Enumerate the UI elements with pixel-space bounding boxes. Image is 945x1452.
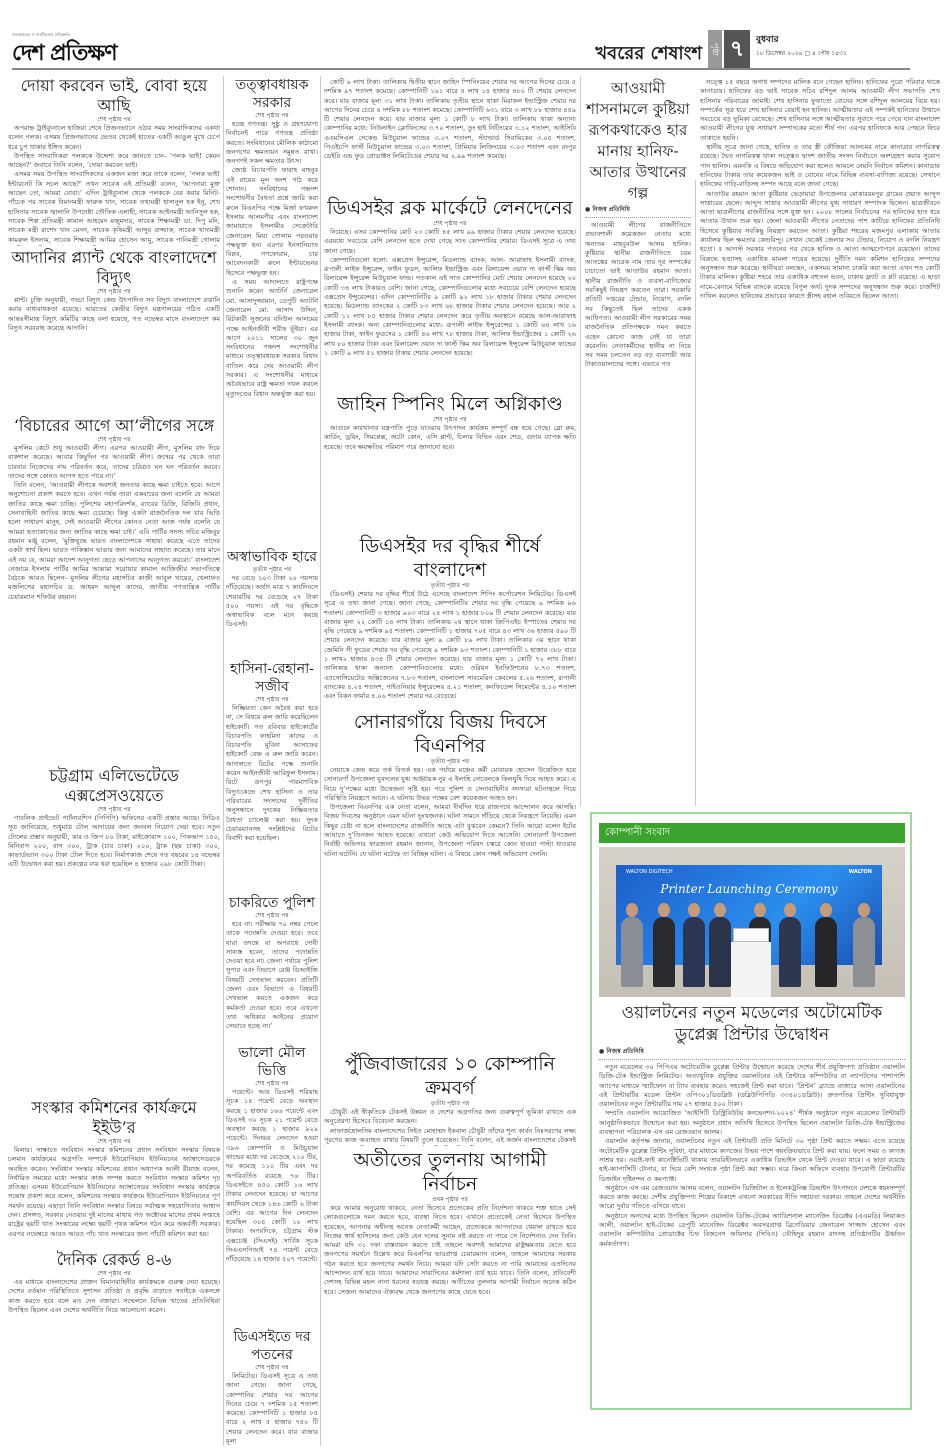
article-headline[interactable]: ভালো মৌল ভিত্তি [238, 1045, 306, 1079]
podium [731, 942, 771, 997]
continuation-note: শেষ পৃষ্ঠার পর [433, 416, 467, 423]
page-number: ৭ [724, 30, 750, 68]
article-body [324, 78, 576, 162]
paragraph: এসময় সময় উপস্থিত সাংবাদিকদের একজন মজা করে তাকে বলেন, ‘পলক ভাই! ইন্টারনেট কি সচল আছে?’ তখন সাবেক এই প্রতিমন্ত্রী বলেন, ‘আপনারা মুক্ত আছেন তো, আমরা বোবা।’ এদিন ট্রাইব্যুনাল থেকে পলককে বের করার মিনিট-পাঁচেক পর সাবেক বিমানমন্ত্রী ফারুক খান, সাবেক তথ্যমন্ত্রী হাসানুল হক ইনু, শেখ হাসিনার সাবেক জ্বালানি উপদেষ্টা তৌফিক এলাহী, সাবেক আইনমন্ত্রী আনিসুল হক, সাবেক শিল্প প্রতিমন্ত্রী কামাল আহমেদ মজুমদার, সাবেক শিক্ষামন্ত্রী ডা. দিপু মনি, সাবেক মন্ত্রী রাশেদ খান মেনন, সাবেক কৃষিমন্ত্রী আব্দুর রাজ্জাক, সাবেক খাদ্যমন্ত্রী কামরুল ইসলাম, সাবেক শিক্ষামন্ত্রী আমির হোসেন আমু, সাবেক পানিমন্ত্রী গোলাম [8, 170, 220, 244]
person-figure [683, 917, 705, 987]
article-headline[interactable]: জাহিন স্পিনিং মিলে অগ্নিকাণ্ড [337, 393, 563, 415]
article-body [226, 120, 318, 399]
continuation-note: তৃতীয় পৃষ্ঠার পর [252, 566, 292, 573]
column-divider [320, 76, 321, 1446]
continuation-note: শেষ পৃষ্ঠার পর [255, 112, 289, 119]
article-body [324, 1204, 576, 1297]
paragraph: এ সময় আদালতে রাষ্ট্রপক্ষে শুনানি করেন অ্যাটর্নি জেনারেল মো. আসাদুজ্জামান, ডেপুটি অ্যাটর্নি জেনারেল মো. আসাদ উদ্দিন, রিটকারী সুজনের বদিউল আলমের পক্ষে আইনজীবী শরীফ ভূঁইয়া। এর আগে ২০১১ সালের ৩০ জুন সংবিধানের পঞ্চদশ সংশোধনীর মাধ্যমে তত্ত্বাবধায়ক সরকার বিধান বাতিল করে দেয় আওয়ামী লীগ সরকার। এ সংশোধনীর মাধ্যমে অবৈধভাবে রাষ্ট্র ক্ষমতা দখল করলে মৃত্যুদণ্ডের বিধান অন্তর্ভুক্ত করা হয়। [226, 278, 318, 398]
column-divider [695, 180, 696, 806]
paragraph: অনুষ্ঠানে এস এম রেজওয়ান আলম বলেন, ওয়ালটন ডিজিটাল ও ইলেকট্রনিক্স ডিভাইস উৎপাদনে দেশকে স্বয়ংসম্পূর্ণ করতে কাজ করছে। দেশীয় প্রযুক্তিপণ্য শিল্পের বিকাশে এখনো সরকারের নীতি সহায়তা দরকার। তাহলে দেশের অর্থনীতি আরো দুর্বার গতিতে এগিয়ে যাবে। [599, 1183, 905, 1211]
continuation-note: শেষ পৃষ্ঠার পর [255, 696, 289, 703]
article-headline[interactable]: আদানির প্ল্যান্ট থেকে বাংলাদেশে বিদ্যুৎ [11, 248, 217, 287]
col2-article [226, 1328, 318, 1448]
article-headline[interactable]: পুঁজিবাজারের ১০ কোম্পানি ক্রমবর্গ [344, 1053, 556, 1099]
article-body [324, 766, 576, 859]
col1-article [8, 416, 220, 764]
paragraph: সত্ত্বে ১৫ বছরে অগাধ সম্পদের মালিক বনে গেছেন হানিফ। হানিফের পুরো পরিবার থাকে কানাডায়। হানিফের বড় ভাই সাবেক সচিব রশিদুল আলম আওয়ামী লীগ সভাপতি শেখ হাসিনার পরিবারের জামাই। শেখ হাসিনার ফুফাতো বোনের সঙ্গে রশিদুল আলমের বিয়ে হয়। সম্পর্কের সূত্র ধরে শেখ হাসিনার বেয়াই হন হানিফ। আত্মীয়তার এই সম্পর্কই হানিফের উত্থানে সবচেয়ে বড় ভূমিকা রেখেছে। শেখ হাসিনার সঙ্গে আত্মীয়তার সুবাদে পরে পেয়ে যান বাংলাদেশ আওয়ামী লীগের যুগ্ম সাধারণ সম্পাদকের মতো শীর্ষ পদ। এরপর হানিফকে আর পেছনে ফিরে তাকাতে হয়নি। [700, 78, 940, 142]
paragraph: অনুষ্ঠানে অন্যদের মধ্যে উপস্থিত ছিলেন ওয়ালটন ডিজি-টেকের অ্যাডিশনাল ম্যানেজিং ডিরেক্টর (এএমডি) লিয়াকত আলী, ওয়ালটন হাই-টেকের ডেপুটি ম্যানেজিং ডিরেক্টর অবসরপ্রাপ্ত ব্রিগেডিয়ার জেনারেল সাজ্জাদ হোসেন এবং ওয়ালটন কম্পিউটার প্রোডাক্টের চিফ বিজনেস অফিসার (সিবিও) তৌহিদুর রহমান রাদসহ প্রতিষ্ঠানটির ঊর্ধ্বতন কর্মকর্তাগণ। [599, 1211, 905, 1248]
article-headline[interactable]: ডিএসইর ব্লক মার্কেটে লেনদেনের [327, 197, 573, 219]
article-body [8, 1146, 220, 1239]
article-body [324, 1108, 576, 1146]
article-body [226, 704, 318, 843]
continuation-note: শেষ পৃষ্ঠার পর [97, 806, 131, 813]
article-body [8, 444, 220, 602]
paragraph: দর বেড়ে ১০৩ টাকা ২০ পয়সায় দাঁড়িয়েছে। অর্থাৎ মাত্র ৭ কার্যদিবসে শেয়ারটির দর বেড়েছে ২৭ টাকা ৫০০ পয়সা। এই দর বৃদ্ধিকে অস্বাভাবিক বলে মনে করছে ডিএসই। [226, 574, 318, 629]
issue-day: বুধবার [756, 35, 779, 45]
article-body [226, 920, 318, 1032]
continuation-note: শেষ পৃষ্ঠার পর [97, 436, 131, 443]
paragraph: আওয়ামী লীগের রাজনীতিতে প্রভাবশালী কয়েকজন নেতার মধ্যে অন্যতম মাহবুবউল আলম হানিফ। কুষ্টিয়ার স্থানীয় রাজনীতিতে চরম আতঙ্কের আরেক নাম তার দূর সম্পর্কের চাচাতো ভাই আতাউর রহমান আতা। স্থানীয় রাজনীতি ও ব্যবসা-বাণিজ্যের সবকিছুই নিয়ন্ত্রণ করতেন তারা। সরকারি প্রতিটি দপ্তরের টেন্ডার, নিয়োগ, বদলি সব কিছুতেই ছিল তাদের একক আধিপত্য। আওয়ামী লীগ সরকারের সময় রাজনৈতিক প্রতিপক্ষকে দমন করতে এহেন কোনো কাজ নেই যা তারা করেননি। নেতাকর্মীদের স্থানীয় না নিয়ে সব সময় চলতেন বড় বড় ব্যবসায়ী আর টাকাওয়ালাদের সঙ্গে। এভাবে গত [585, 221, 691, 369]
article-body [8, 814, 220, 870]
col3-article [324, 534, 576, 708]
person-figure [779, 917, 801, 987]
feature-body-wide [700, 78, 940, 804]
continuation-note: শেষ পৃষ্ঠার পর [433, 220, 467, 227]
paragraph: লাফার্জহোলসিম বাংলাদেশের সিইও মোহাম্মদ ইকবাল চৌধুরী তাঁদের শূন্য কার্বন নিঃসরণের লক্ষ্য পূরণের কাজ অব্যাহত রাখার বিষয়টি তুলে ধরেছেন। তিনি বলেন, এই অর্জন বাংলাদেশের টেকসই [324, 1126, 576, 1144]
continuation-note: শেষ পৃষ্ঠার পর [255, 912, 289, 919]
paragraph: সম্প্রতি ওয়ালটন আয়োজিত ‘আইসিটি ডিস্ট্রিবিউটর কনভেনশন-২০২৪’ শীর্ষক অনুষ্ঠানে নতুন মডেলের প্রিন্টারটি আনুষ্ঠানিকভাবে উন্মোচন করা হয়। অনুষ্ঠানে প্রধান অতিথি হিসেবে উপস্থিত ছিলেন ওয়ালটন ডিজি-টেক ইন্ডাস্ট্রিজের ব্যবস্থাপনা পরিচালক এস এম রেজওয়ান আলম। [599, 1109, 905, 1137]
col1-article [8, 248, 220, 414]
walton-logo: WALTON [848, 869, 872, 875]
paragraph: অপরাহ্ন ট্রাইব্যুনালে হাজিরা শেষে প্রিজনভ্যানে ওঠার সময় সাংবাদিকদের একথা বলেন পলক। এসময় প্রিজনভ্যানের ভেতর থেকেই হাতের একটি আঙুল মুখে চেপে ধরে চুপ থাকার ইঙ্গিত করেন। [8, 124, 220, 151]
feature-headline[interactable]: আওয়ামী শাসনামলে কুষ্টিয়া রূপকথাকেও হার মানায় হানিফ-আতার উত্থানের গল্প [586, 79, 690, 202]
paragraph: জ্যেষ্ঠ বিচারপতি ফারাহ মাহবুব এই রায়ের মূল অংশ পাঠ করে শোনান। সংবিধানের পঞ্চদশ সংশোধনীর বৈধতা প্রশ্নে জারি করা রুলে বিএনপির পক্ষে মির্জা ফখরুল ইসলাম আলমগীর এবং বাংলাদেশ জামায়াতে ইসলামীর সেক্রেটারি জেনারেল মিয়া গোলাম পরওয়ার পক্ষভুক্ত হন। এরপর ইনসানিয়াত বিপ্লব, গণফোরাম, চার আবেদনকারী রুলে ইন্টারভেনর হিসেবে পক্ষভুক্ত হন। [226, 166, 318, 277]
col3-article [324, 196, 576, 390]
page-label: পৃষ্ঠা [708, 30, 722, 68]
continuation-note: শেষ পৃষ্ঠার পর [255, 1080, 289, 1087]
feature-narrow-column [585, 78, 691, 804]
col2-article [226, 548, 318, 658]
col3-article [324, 1148, 576, 1446]
paragraph: আগুনে কারখানার যন্ত্রপাতি পুড়ে যাওয়ায় উৎপাদন কার্যক্রম সম্পূর্ণ বন্ধ হয়ে গেছে। ব্লো রুম, কার্ডিং, ড্রয়িং, সিমপ্লেক্স, অটো কোন, এসি প্লান্ট, চিলার বিল্ডিং এবং শেড, গুদাম ব্যাপক ক্ষতি হয়েছে। তবে ক্ষয়ক্ষতির পরিমাণ পরে জানানো হবে। [324, 424, 576, 451]
article-headline[interactable]: দৈনিক রেকর্ড ৪-৬ [56, 1250, 172, 1269]
paragraph: স্থানীয় সূত্রে জানা গেছে, হানিফ ও তার স্ত্রী ফৌজিয়া আলমের নামে কানাডার নাগরিকত্ব রয়েছে। দ্বৈত নাগরিকত্ব থাকা সত্ত্বেও দ্বাদশ জাতীয় সংসদ নির্বাচনে অংশগ্রহণ করার সুযোগ পান হানিফ। এমনকি এ বিষয়ে অভিযোগ করা হলেও আমলে নেয়নি নির্বাচন কমিশন। কানাডায় হানিফের টাকায় তার কয়েকজন ভাই ও বোনের নামে বিভিন্ন ব্যবসা-বাণিজ্য রয়েছে। সেখানে হানিফের গাড়ি-বাড়িসহ সম্পদ আছে বলে জানা গেছে। [700, 143, 940, 189]
article-headline[interactable]: ‘বিচারের আগে আ’লীগের সঙ্গে [13, 416, 215, 435]
column-divider [580, 76, 581, 806]
feature-body-narrow [585, 221, 691, 370]
col1-article [8, 1098, 220, 1248]
continuation-note: তৃতীয় পৃষ্ঠার পর [430, 1100, 470, 1107]
section-title: খবরের শেষাংশ [595, 43, 702, 64]
article-body [8, 124, 220, 246]
paragraph: পাবলিক প্রাইভেট পার্টনারশিপ (পিপিপি) অফিসের একটি প্রস্তাব আছে। সিডিএ সূত্র জানিয়েছে, শুধুমাত্র টোল আদায়ের জন্য জনবল নিয়োগ দেয়া হবে। নতুন টোলের প্রস্তাব অনুযায়ী, কার ও জিপ ৮০ টাকা, মাইক্রোবাস ১০০, পিকআপ ১৫০, মিনিবাস ২০০, বাস ৩০০, ট্রাক (চার চাকা) ২০০, ট্রাক (ছয় চাকা) ৩০০, কাভার্ডভ্যান ৩০০ টাকা টোল দিতে হবে। নির্মাণকাজ শেষে গত বছরের ১৪ নভেম্বর এটি উদ্বোধন করা হয়। প্রকল্পের ব্যয় ধরা হয়েছিল ৪ হাজার ২৯৮ কোটি টাকা। [8, 814, 220, 869]
article-body [226, 574, 318, 630]
newspaper-logo: দেশ প্রতিক্ষণ [12, 40, 117, 66]
paragraph: পয়েন্টে। আর ডিএসই শরিয়াহ সূচক ১৪ পয়েন্ট বেড়ে অবস্থান করছে ১ হাজার ১৬৬ পয়েন্টে এবং ডিএসই ৩০ সূচক ২১ পয়েন্ট বেড়ে অবস্থান করছে ১ হাজার ৯২৯ পয়েন্টে। দিনভর লেনদেন হওয়া ৩৯৬ কোম্পানি ও মিউচুয়াল ফান্ডের মধ্যে দর বেড়েছে ২১০ টির, দর কমেছে ১১০ টির এবং দর অপরিবর্তিত রয়েছে ৭৬ টির। ডিএসইতে ৪৫০ কোটি ১৬ লাখ টাকার লেনদেন হয়েছে। যা আগের কার্যদিবস থেকে ১৪৬ কোটি ৬ টাকা বেশি। এর আগের দিন লেনদেন হয়েছিল ৩০৪ কোটি ১০ লাখ টাকার। অপরদিকে, চট্টগ্রাম স্টক এক্সচেঞ্জ (সিএসই) সার্বিক সূচক সিএএসপিআই ৭৪ পয়েন্ট বেড়ে দাঁড়িয়েছে ১৪ হাজার ৫০৭ পয়েন্টে। [226, 1088, 318, 1264]
person-figure [709, 917, 731, 987]
dotted-rule [585, 217, 691, 218]
col1-article [8, 766, 220, 1096]
continuation-note: শেষ পৃষ্ঠার পর [255, 1364, 289, 1371]
paragraph: কোম্পানিগুলো হলো: এক্সপ্রেস ইন্সুরেন্স, মিডল্যান্ড ব্যাংক, আল- আরাফাহ ইসলামী ব্যাংক, রূপালী লাইফ ইন্সুরেন্স, ফাইন ফুডস, আলিফ ইন্ডাস্ট্রিজ এবং রিলায়েন্স ওয়ান দ্য ফার্স্ট স্কিম অব রিলায়েন্স ইন্সুরেন্স মিউচুয়াল ফান্ড। গতকাল এই সাত কোম্পানির মোট শেয়ার লেনদেন হয়েছে ২০ কোটি ৩৪ লাখ টাকারও বেশি। জানা গেছে, কোম্পানিগুলোর মধ্যে সবচেয়ে বেশি লেনদেন হয়েছে এক্সপ্রেস ইন্সুরেন্সের। এদিন কোম্পানিটির ৯ কোটি ৯২ লাখ ১৮ হাজার টাকার শেয়ার লেনদেন হয়েছে। মিডল্যান্ড ব্যাংকের ২ কোটি ৮৩ লাখ ৬৮ হাজার টাকার শেয়ার লেনদেন হয়েছে। আর ২ কোটি ১১ লাখ ৮৫ হাজার টাকার শেয়ার লেনদেন করে তৃতীয় অবস্থানে রয়েছে আল-আরাফাহ ইসলামী ব্যাংক। অন্য কোম্পানিগুলোর মধ্যে: রূপালী লাইফ ইন্সুরেন্সের ১ কোটি ৬৪ লাখ ১৬ হাজার টাকা, ফাইন ফুডসের ১ কোটি ৪৬ লাখ ৭৮ হাজার টাকা, আলিফ ইন্ডাস্ট্রিজের ১ কোটি ২৬ লাখ ৮০ হাজার টাকা এবং রিলায়েন্স ওয়ান দ্য ফার্স্ট স্কিম অব রিলায়েন্স ইন্সুরেন্স মিউচুয়াল ফান্ডের ১ কোটি ৯ লাখ ৫১ হাজার টাকার শেয়ার লেনদেন হয়েছে। [324, 255, 576, 357]
byline-text: নিজস্ব প্রতিনিধি [606, 1048, 644, 1055]
feature-byline: ● নিজস্ব প্রতিনিধি [585, 206, 630, 213]
printer-icon [733, 928, 769, 942]
article-body [226, 1088, 318, 1265]
article-headline[interactable]: ডিএসইতে দর পতনের [233, 1329, 311, 1363]
col2-article [226, 660, 318, 892]
paragraph: নেয়াকে কেন্দ্র করে তর্ক বিতর্ক হয়। এক পর্যায়ে মঞ্চের কর্মী মোবারক হোসেন উত্তেজিত হয়ে সোনারগাঁ উপজেলা যুবদলের যুগ্ম আহ্বায়ক নুর এ ইলাহি নোবেলকে কিলঘুষি দিয়ে আহত করে। এ নিয়ে দু’পক্ষের মধ্যে উত্তেজনা সৃষ্টি হয়। পরে পুলিশ ও সেনাবাহিনীর সদস্যরা ঘটনাস্থলে গিয়ে পরিস্থিতি নিয়ন্ত্রণে আনে। এ ঘটনায় উভয় পক্ষের বেশ কয়েকজন আহত হন। [324, 766, 576, 802]
person-figure [653, 917, 675, 987]
col3-article [324, 1052, 576, 1146]
paragraph: হবে না। পরীক্ষায় ৭০ নম্বর পেলে তাকে পদোন্নতি দেওয়া হবে। তবে যারা তদন্তে বা অপরাধে দোষী সাব্যস্ত হবেন, তাদের পদোন্নতি দেওয়া হবে না। জেলা পর্যায়ে পুলিশ সুপার এবং বিভাগে রেঞ্জ ডিআইজি বিষয়টি দেখভাল করবেন। প্রতিটি জেলা এবং বিভাগে এ বিষয়টি দেখভাল করতে একজন করে কর্মকর্তা দেওয়া হবে। তবে এখনো তথ্য অধিকার আইনের প্রয়োগ সেভাবে হচ্ছে না।’ [226, 920, 318, 1031]
paragraph: নতুন মডেলের ৩০ পিপিএম অটোমেটিক ডুপ্লেক্স প্রিন্টার উন্মোচন করেছে দেশের শীর্ষ প্রযুক্তিপণ্য প্রতিষ্ঠান ওয়ালটন ডিজি-টেক ইন্ডাস্ট্রিজ লিমিটেড। অত্যাধুনিক প্রযুক্তির ওয়ালটনের এই প্রিন্টারে কম্পিউটার বা ল্যাপটপের পাশাপাশি অ্যাপের মাধ্যমে স্মার্টফোন বা ট্যাব ব্যবহার করেও সহজেই প্রিন্ট করা যাবে। ‘প্রিন্টন’ ব্র্যান্ডে বাজারে আসা ওয়ালটনের এই প্রিন্টারটির মডেল প্রিন্টন ওপি৩০১ডিডব্লিউ (ডব্লিউপিপিডি ৩৩৪০১ডব্লিউ)। দ্রুতগতির প্রিন্টিং সুবিধাযুক্ত ওয়ালটনের নতুন প্রিন্টারটির দাম ২৭ হাজার ৫০০ টাকা। [599, 1063, 905, 1109]
col2-article [226, 894, 318, 1042]
article-headline[interactable]: অতীতের তুলনায় আগামী নির্বাচন [353, 1149, 547, 1195]
paragraph: নিষ্ক্রিয়তা কেন অবৈধ করা হবে না, সে বিষয়ে রুল জারি করেছিলেন হাইকোর্ট। গত রবিবার হাইকোর্টের বিচারপতি ফাহমিদা কাদের ও বিচারপতি মুবিনা আসাফের হাইকোর্ট বেঞ্চ এ রুল জারি করেন। আদালতে রিটের পক্ষে শুনানি করেন আইনজীবী আরিফুল ইসলাম। রিটে রূপপুর পারমাণবিক বিদ্যুৎকেন্দ্রে শেখ হাসিনা ও তার পরিবারের সদস্যদের দুর্নীতির অনুসন্ধানে দুদকের নিষ্ক্রিয়তার বৈধতা চ্যালেঞ্জ করা হয়। দুদক চেয়ারম্যানসহ সংশ্লিষ্টদের রিটের বিবাদী করা হয়েছিল। [226, 704, 318, 843]
paragraph: উপস্থিত সাংবাদিকরা পলককে উদ্দেশ্য করে জানতে চান- ‘পলক ভাই! কেমন আছেন?’ জবাবে তিনি বলেন, ‘দোয়া করবেন ভাই। [8, 151, 220, 170]
paragraph: কোটি ৯ লাখ টাকা। তালিকায় দ্বিতীয় স্থানে জাহিন স্পিনিংয়ের শেয়ার দর আগের দিনের চেয়ে ৫ দশমিক ৯৭ শতাংশ কমেছে। কোম্পানিটি ১৯১ বারে ৪ লাখ ১৪ হাজার ৪৮০ টি শেয়ার লেনদেন করে। যার বাজার মূল্য ৩১ লাখ টাকা। তালিকায় তৃতীয় স্থানে থাকা মিরাকল ইন্ডাস্ট্রিজ শেয়ার দর আগের দিনের চেয়ে ৪ দশমিক ৮৮ শতাংশ কমেছে। কোম্পানিটি ৬৩১ বারে ৩ লাখ ৮৮ হাজার ৪৫৯ টি শেয়ার লেনদেন করে। যার বাজার মূল্য ১ কোটি ৮ লাখ টাকা। তালিকায় থাকা অন্যান্য কোম্পানির মধ্যে: নিউলাইন ক্লোথিংসের ৩.৭০ শতাংশ, তুং হাই নিটিংয়ের ৩.১২ শতাংশ, আইসিবি এএমসিএল সেকেন্ড মিউচুয়াল ফান্ডের ৩.০৭ শতাংশ, স্ট্যান্ডার্ড সিরামিকের ৩.০৫ শতাংশ, পিএইচপি ফার্স্ট মিউচুয়াল ফান্ডের ৩.০৩ শতাংশ, প্রিমিয়ার লিজিংয়ের ৩.০৩ শতাংশ এবং রংপুর ডেইরি এন্ড ফুড প্রোডাক্টস লিমিটেডের শেয়ার দর ২.৯৯ শতাংশ কমেছে। [324, 78, 576, 161]
paragraph: করে আমার অনুরোধ থাকবে, নেতা হিসেবে প্রত্যেকের প্রতি নির্দেশনা থাকবে শক্ত হাতে সেই লোকগুলোকে দমন করতে হবে, ব্যবস্থা নিতে হবে। এখানে প্রত্যেকেই নেতা হিসেবে উপস্থিত হয়েছেন, আপনার অধীনস্থ অনেক নেতাকর্মী আছেন, প্রত্যেককে আপনাদের খেয়াল রাখতে হবে নিজের স্বার্থ হাসিলের জন্য কেউ যেন দলের সুনাম নষ্ট করতে না পারে সে নির্দেশনাও দেন তিনি। আমরা যদি ৩১ দফা বাস্তবায়ন করতে চাই তাহলে অবশ্যই আমাদের রাষ্ট্রক্ষমতায় যেতে হবে জনগণের সমর্থনে উল্লেখ করে বিএনপির ভারপ্রাপ্ত চেয়ারম্যান বলেন, তাহলে আমাদের সরকার গঠন করতে হবে জনগণের সমর্থন নিয়ে। আমরা যদি সেটা করতে না পারি আমাদের এতদিনের আন্দোলন ব্যর্থ হয়ে যাবে। আমাদের সারাদিনের কর্মশালা ব্যর্থ হয়ে যাবে। তিনি বলেন, প্রতিবেশী দেশসহ বিভিন্ন মহল নানা ধরনের ষড়যন্ত্র করছে। অতীতের তুলনায় আগামী নির্বাচন অনেক কঠিন হবে। সেজন্য আমাদের ঐক্যবদ্ধ থেকে জনগণের কাছে যেতে হবে। [324, 1204, 576, 1296]
continuation-note: তৃতীয় পৃষ্ঠার পর [430, 582, 470, 589]
article-headline[interactable]: সোনারগাঁয়ে বিজয় দিবসে বিএনপির [353, 711, 547, 757]
continuation-note: শেষ পৃষ্ঠার পর [97, 116, 131, 123]
col3-article [324, 392, 576, 532]
paragraph: আতাউর রহমান আতা কুষ্টিয়ার ভেড়ামারা উপজেলার মোকাররমপুর গ্রামের প্রয়াত আব্দুস সাত্তারের ছেলে। আব্দুস সাত্তার আওয়ামী লীগের যুগ্ম সাধারণ সম্পাদক ছিলেন। ছাত্রজীবনে আতা ছাত্রলীগের রাজনীতির সঙ্গে যুক্ত হন। ২০০৮ সালের নির্বাচনের পর হানিফের হাত ধরে আতার উত্থান শুরু হয়। জেলা আওয়ামী লীগের নেতাদের পাশ কাটিয়ে হানিফের প্রতিনিধি হিসেবে কুষ্টিয়ার সবকিছু নিয়ন্ত্রণ করতেন আতা। কুষ্টিয়া শহরের মজমপুর এলাকায় আতার কার্যালয় ছিল ক্ষমতার কেন্দ্রবিন্দু। সেখান থেকেই জেলার সব টেন্ডার, নিয়োগ ও বদলি নিয়ন্ত্রণ হতো। ৫ আগস্ট সরকার পতনের পর থেকে হানিফ ও আতা আত্মগোপনে রয়েছেন। তাদের বিরুদ্ধে হত্যাসহ একাধিক মামলা দায়ের হয়েছে। দুর্নীতি দমন কমিশন হানিফের সম্পদের অনুসন্ধান শুরু করেছে। স্থানীয়রা বলছেন, একসময় সামান্য চাকরি করা আতা এখন শত কোটি টাকার মালিক। কুষ্টিয়া শহরে তার একাধিক বহুতল ভবন, ঢাকায় ফ্ল্যাট ও প্লট রয়েছে। এ ছাড়া নামে-বেনামে বিভিন্ন ব্যাংকে রয়েছে বিপুল অর্থ। দুদক সম্পদের অনুসন্ধান শুরু করে। চার্জশিট দাখিল করলেও হানিফের প্রভাবের কারণে স্ত্রীসহ বহাল তবিয়তে ছিলেন আতা। [700, 189, 940, 300]
continuation-note: শেষ পৃষ্ঠার পর [97, 1270, 131, 1277]
article-body [226, 1372, 318, 1446]
dotted-rule [599, 1059, 905, 1060]
article-body [324, 228, 576, 358]
company-news-byline: ● নিজস্ব প্রতিনিধি [599, 1048, 644, 1055]
person-figure [815, 917, 837, 987]
paragraph: ওয়ালটন কর্তৃপক্ষ জানায়, ওয়ালটনের নতুন এই প্রিন্টারটি প্রতি মিনিটে ৩০ পৃষ্ঠা প্রিন্ট করতে সক্ষম। এতে রয়েছে অটোমেটিক ডুপ্লেক্স প্রিন্টিং সুবিধা, যার মাধ্যমে কাগজের উভয় পাশে স্বয়ংক্রিয়ভাবে প্রিন্ট করা যায়। ফলে সময় ও কাগজ সাশ্রয় হয়। ওয়াই-ফাই কানেক্টিভিটি থাকায় তারবিহীনভাবে একাধিক ডিভাইস থেকে প্রিন্ট দেওয়া যাবে। এ ছাড়া রয়েছে হাই-ক্যাপাসিটি টোনার, যা দিয়ে বেশি সংখ্যক পৃষ্ঠা প্রিন্ট করা সম্ভব। ঘরে কিংবা অফিসে ব্যবহার উপযোগী প্রিন্টারটির ডিজাইন দৃষ্টিনন্দন ও কমপ্যাক্ট। [599, 1137, 905, 1183]
col2-article [226, 76, 318, 546]
article-headline[interactable]: দোয়া করবেন ভাই, বোবা হয়ে আছি [20, 76, 208, 115]
masthead-tagline: সত্যকথনের ও জাতীয়তার প্রতিশ্রুতি [12, 32, 70, 37]
article-headline[interactable]: হাসিনা-রেহানা-সজীব [230, 661, 314, 695]
paragraph: (ডিএসই) শেয়ার দর বৃদ্ধির শীর্ষে উঠে এসেছে বাংলাদেশ শিপিং কর্পোরেশন লিমিটেড। ডিএসই সূত্রে এ তথ্য জানা গেছে। জানা গেছে, কোম্পানিটির শেয়ার দর বৃদ্ধি পেয়েছে ৯ দশমিক ৯৬ শতাংশ। কোম্পানিটি ৩ হাজার ৯০৩ বারে ২৪ লাখ ১ হাজার ৮০৯ টি শেয়ার লেনদেন করেছে। যার বাজার মূল্য ২২ কোটি ১৪ লাখ টাকা। তালিকায় ২য় স্থানে থাকা জিপিএইচ ইস্পাতের শেয়ার দর বৃদ্ধি পেয়েছে ৯ দশমিক ৯৫ শতাংশ। কোম্পানিটি ১ হাজার ৭০৫ বারে ৪৩ লাখ ৩৬ হাজার ৫৯০ টি শেয়ার লেনদেন করেছে। যার বাজার মূল্য ৯ কোটি ৮৯ লাখ টাকা। তালিকার ৩য় স্থানে থাকা জেমিনি সী ফুডের শেয়ার দর বৃদ্ধি পেয়েছে ৯ দশমিক ৯৩ শতাংশ। কোম্পানিটি ১ হাজার ৩৮৮ বারে ১ লাখ২ হাজার ৪৩৪ টি শেয়ার লেনদেন করেছে। যার বাজার মূল্য ১ কোটি ৭২ লাখ টাকা। তালিকায় থাকা অন্যান্য কোম্পানিগুলোর মধ্যে: ওরিয়ন ইনফিউশনের ৮.৭৩ শতাংশ, এ্যাসোসিয়েটেড অক্সিজেনের ৭.৮৩ শতাংশ, বাংলাদেশ সাবমেরিন কেবলের ৫.২৬ শতাংশ, রূপালী ব্যাংকের ৪.২৪ শতাংশ, পাইওনিয়ার ইন্সুরেন্সের ৪.২১ শতাংশ, কনফিডেন্স সিমেন্টের ৪.১০ শতাংশ এবং বিকন ফার্মার ৪.০৬ শতাংশ শেয়ার দর বেড়েছে। [324, 590, 576, 701]
col2-article [226, 1044, 318, 1326]
byline-text: নিজস্ব প্রতিনিধি [592, 206, 630, 213]
article-headline[interactable]: অস্বাভাবিক হারে [227, 549, 317, 565]
article-body [324, 590, 576, 702]
column-divider [223, 76, 224, 1446]
paragraph: মিলার। সাক্ষাতে সংবিধান সংস্কার কমিশনের প্রধান সংবিধান সংস্কার বিষয়ক চলমান কার্যক্রমের অগ্রগতি সম্পর্কে ইউরোপিয়ান ইউনিয়নের অ্যাম্বাসেডরকে অবহিত করেন। সংবিধান সংস্কার কমিশনের প্রধান অধ্যাপক আলী রীয়াজ বলেন, নির্ধারিত সময়ের মধ্যে সংস্কার কাজ সম্পন্ন করতে সংবিধান সংস্কার কমিশন দৃঢ় প্রতিজ্ঞ। এসময় ইউরোপিয়ান ইউনিয়নের অ্যাম্বাসেডর সংবিধান সংস্কার কার্যক্রমে সন্তোষ প্রকাশ করে বলেন, কমিশনের সংস্কার কার্যক্রমে ইউরোপিয়ান ইউনিয়নের পূর্ণ সমর্থন রয়েছে। এছাড়া তিনি সংবিধান সংস্কার বিষয়ে সর্বাত্মক সহযোগিতার আশ্বাস দেন। প্রসঙ্গত, সরকার নেওয়ার দুই মাসের মাথায় গত অক্টোবর মাসের প্রথম সপ্তাহে রাষ্ট্রের ছয়টি খাত সংস্কারের লক্ষ্যে ছয়টি পৃথক কমিশন গঠন করে অন্তর্বর্তী সরকার। এরপর নভেম্বরে আরও আরও পাঁচ খাত সংস্কারের জন্য পাঁচটি কমিশন করা হয়। [8, 1146, 220, 1238]
col3-article [324, 78, 576, 194]
paragraph: তিনি বলেন, ‘আওয়ামী লীগকে অবশ্যই জনতার কাছে ক্ষমা চাইতে হবে। আগে অনুশোচনা প্রকাশ করতে হবে। এখন পর্যন্ত তারা একবারের জন্য বলেনি যে আমরা জাতির কাছে ক্ষমা চাচ্ছি। পুলিশের মহাপরিদর্শক, র‍্যাবের ডিজি, বিজিবি প্রধান, সেনাবাহিনী জাতির কাছে ক্ষমা চেয়েছে। কিন্তু একটা রাজনৈতিক দল যার ভিত্তি হলো সাধারণ মানুষ, সেই আওয়ামী লীগের কোনও নেতা আজ পর্যন্ত বলেনি যে আমরা হত্যাকাণ্ডের জন্য জাতির কাছে ক্ষমা চাই।’ এবি পার্টির সদস্য সচিব মজিবুর রহমান মঞ্জু বলেন, ‘মুক্তিযুদ্ধে ভারত বাংলাদেশকে সাহায্য করেছে এতে তাদের একটা স্বার্থ ছিল। ভারত পাকিস্তান ভাঙার জন্য আমাদের সাহায্য করেছে। তার মানে এই নয় যে, আমরা আদেশ আনুগত্য ছেড়ে আপনাদের আনুগত্য করবো।’ বাংলাদেশ নেজামে ইসলাম পার্টির আমির আল্লামা সরোয়ার কামাল আজিজীর সভাপতিত্বে বৈঠকে আরও ছিলেন- মুসলিম লীগের মহাসচিব কাজী আবুল খায়ের, খেলাফত মজলিসের মহাসচিব ড. আহমদ আব্দুল কাদের, জাতীয় গণতান্ত্রিক পার্টির চেয়ারম্যান শফিউর রহমান। [8, 481, 220, 601]
person-figure [853, 917, 875, 987]
paragraph: উপজেলা বিএনপির এক নেতা বলেন, আমরা দীর্ঘদিন ধরে রাজপথে আন্দোলন করে আসছি। বিজয় দিবসের অনুষ্ঠানে এমন ঘটনা দুঃখজনক। ঘটনা সামনে দাঁড়িয়ে থেকে নিয়ন্ত্রণে নিয়েছি। এমন কিছুর চেষ্টা না হলে বাংলাদেশের রাজনীতি আছে এটা বুঝবেন কেমনে? তিনি আরো বলেন ইটের আঘাতে দু’তিনজন আহত হয়েছে। এখনো কেউ অভিযোগ দিতে আসেনি। সোনারগাঁ উপজেলা নির্বাহী অফিসার ফারজানা রহমান জানান, উপজেলা পরিষদ চত্বরে কোন ধাওয়া পাল্টা ধাওয়ার ঘটনা ঘটেনি। যে ঘটনা ঘটেছে তা বিচ্ছিন্ন ঘটনা। এ বিষয়ে কোন পক্ষই অভিযোগ দেননি। [324, 803, 576, 858]
paragraph: মুসলিম কেটে শুধু আওয়ামী লীগ। এরপর আওয়ামী লীগ, মুসলিম বাদ দিয়ে বাকশাল করেছে। আবার কিছুদিন পর আওয়ামী লীগ। জন্মের পর থেকে তারা চারবার নিজেদের নাম পরিবর্তন করে, তাদের চরিত্রও ঘন ঘন পরিবর্তন করবে। তাদের সঙ্গে কোনও আপস হতে পারে না।’ [8, 444, 220, 480]
article-headline[interactable]: চাকরিতে পুলিশ [229, 895, 315, 911]
company-news-headline[interactable]: ওয়ালটনের নতুন মডেলের অটোমেটিক ডুপ্লেক্স প্রিন্টার উদ্বোধন [621, 1003, 883, 1045]
company-news-box [590, 812, 912, 1410]
backdrop-event-title: Printer Launching Ceremony [660, 882, 838, 896]
issue-date: ১৮ ডিসেম্বর ২০২৪ ▢ ৪ পৌষ ১৪৩১ [756, 50, 847, 57]
col1-article [8, 76, 220, 246]
continuation-note: তৃতীয় পৃষ্ঠার পর [430, 758, 470, 765]
continuation-note: প্রথম পৃষ্ঠার পর [432, 1196, 468, 1203]
paragraph: নিয়েছে। এসব কোম্পানির মোট ২৩ কোটি ৪৫ লাখ ৯৯ হাজার টাকার শেয়ার লেনদেন হয়েছে। এরমধ্যে সবচেয়ে বেশি লেনদেন হতে দেখা গেছে সাত কোম্পানির শেয়ার। ডিএসই সূত্রে এ তথ্য জানা গেছে। [324, 228, 576, 255]
paragraph: এর মাধ্যমে বাংলাদেশের প্রাক্তন বিমানবাহিনীর কার্যক্রমকে গুরুত্ব দেয়া হয়েছে। দেশের বর্তমান পরিস্থিতিতে সুশাসন প্রতিষ্ঠা ও প্রবৃদ্ধি বাড়াতে সবাইকে একসঙ্গে কাজ করতে হবে বলে মত দেন বক্তারা। সম্মেলনে বিভিন্ন খাতের প্রতিনিধিরা উপস্থিত ছিলেন এবং দেশের অর্থনীতি নিয়ে আলোচনা করেন। [8, 1278, 220, 1314]
backdrop-brand: WALTON DIGITECH [626, 869, 673, 875]
article-body [8, 296, 220, 333]
article-headline[interactable]: ডিএসইর দর বৃদ্ধির শীর্ষে বাংলাদেশ [359, 535, 541, 581]
masthead-rule [12, 68, 910, 70]
paragraph: লিমিটেড। ডিএসই সূত্রে এ তথ্য জানা গেছে। জানা গেছে, কোম্পানির শেয়ার দর আগের দিনের চেয়ে ৭ দশমিক ১৫ শতাংশ কমেছে। কোম্পানিটি ১ হাজার ৮৫ বারে ২ লাখ ৫ হাজার ৭৫০ টি শেয়ার লেনদেন করে। যার বাজার মূল্য [226, 1372, 318, 1446]
company-news-article [599, 1002, 905, 1402]
article-headline[interactable]: সংস্কার কমিশনের কার্যক্রমে ইইউ’র [31, 1098, 197, 1137]
company-news-header: কোম্পানী সংবাদ [599, 823, 905, 843]
article-headline[interactable]: চট্টগ্রাম এলিভেটেডে এক্সপ্রেসওয়েতে [49, 766, 179, 805]
continuation-note: শেষ পৃষ্ঠার পর [97, 1138, 131, 1145]
continuation-note: শেষ পৃষ্ঠার পর [97, 288, 131, 295]
col3-article [324, 710, 576, 1050]
paragraph: হচ্ছে গণতন্ত্র। সুষ্ঠু ও গ্রহণযোগ্য নির্বাচনই পারে গণতন্ত্র প্রতিষ্ঠা করতে। সংবিধানের মৌলিক কাঠামো জনগণের ক্ষমতায়ন সমুন্নত রাখা। জনগণই সকল ক্ষমতার উৎস। [226, 120, 318, 166]
article-body [8, 1278, 220, 1315]
person-figure [621, 917, 643, 987]
paragraph: চৌধুরী এই স্বীকৃতিকে টেকসই উন্নয়ন ও দেশের অগ্রগতির জন্য গুরুত্বপূর্ণ ভূমিকা রাখতে এক অনুপ্রেরণা হিসেবে বিবেচনা করছেন। [324, 1108, 576, 1126]
company-news-body [599, 1063, 905, 1249]
col1-article [8, 1250, 220, 1440]
printer-launch-photo [599, 847, 905, 997]
article-headline[interactable]: তত্ত্বাবধায়ক সরকার [235, 77, 309, 111]
article-body [324, 424, 576, 452]
paragraph: প্লান্ট। চুক্তি অনুযায়ী, গড্ডা বিদ্যুৎ কেন্দ্র উৎপাদিত সব বিদ্যুৎ বাংলাদেশে রপ্তানি করার বাধ্যবাধকতা রয়েছে। ভারতের কেন্দ্রীয় বিদ্যুৎ মন্ত্রণালয়ের গঠিত একটি আন্তঃসীমান্ত বিদ্যুৎ কমিটির কাছে বলা হয়েছে, গত নভেম্বর মাসে বাংলাদেশে কম বিদ্যুৎ সরবরাহ করেছে আদানি। [8, 296, 220, 332]
